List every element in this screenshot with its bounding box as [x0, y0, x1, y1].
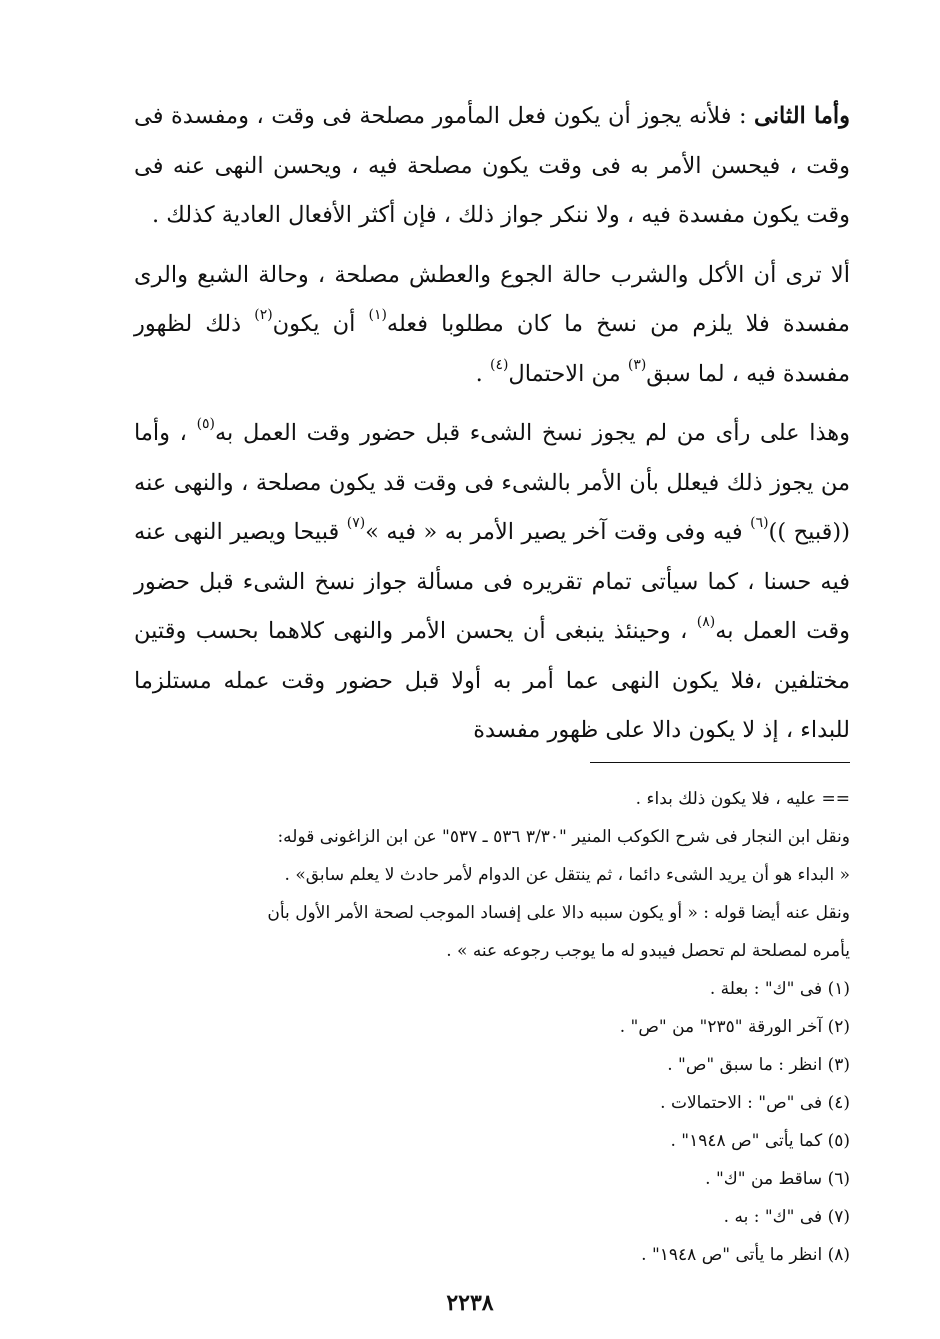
paragraph-2-text-d: من الاحتمال — [508, 360, 628, 387]
footnote-line: ونقل ابن النجار فى شرح الكوكب المنير "٣/٣٠ ٥٣٦ ـ ٥٣٧" عن ابن الزاغونى قوله: — [277, 827, 850, 847]
paragraph-2-text-e: . — [475, 360, 490, 387]
paragraph-2-text-a: ألا ترى أن الأكل والشرب حالة الجوع والعطش مصلحة ، وحالة الشبع والرى مفسدة فلا يلزم من نسخ ما كان مطلوبا فعله — [134, 261, 850, 337]
footnote-item-5: (٥) كما يأتى "ص ١٩٤٨" . — [670, 1131, 850, 1151]
section-lead: وأما الثانى — [754, 103, 850, 129]
paragraph-3 — [134, 409, 850, 756]
footnote-item-7: (٧) فى "ك" : به . — [723, 1207, 850, 1227]
page-number: ٢٢٣٨ — [446, 1290, 494, 1316]
footnote-ref-1: (١) — [368, 307, 387, 324]
footnote-item-2: (٢) آخر الورقة "٢٣٥" من "ص" . — [619, 1017, 850, 1037]
main-text — [134, 92, 850, 766]
footnote-ref-5: (٥) — [196, 416, 215, 433]
footnote-ref-2: (٢) — [254, 307, 273, 324]
footnote-ref-7: (٧) — [346, 515, 366, 532]
paragraph-3-text-a: وهذا على رأى من لم يجوز نسخ الشىء قبل حضور وقت العمل به — [214, 420, 851, 446]
footnote-item-3: (٣) انظر : ما سبق "ص" . — [667, 1055, 850, 1075]
footnote-ref-6: (٦) — [750, 515, 769, 532]
paragraph-2 — [134, 251, 850, 400]
paragraph-3-text-b: ، وأما من يجوز ذلك فيعلل بأن الأمر بالشىء فى وقت قد يكون مصلحة ، والنهى عنه ((قبيح )) — [134, 420, 850, 545]
paragraph-3-text-d: قبيحا ويصير النهى عنه فيه حسنا ، كما سيأتى تمام تقريره فى مسألة جواز نسخ الشىء قبل حضور وقت العمل به — [134, 519, 850, 644]
footnote-item-8: (٨) انظر ما يأتى "ص ١٩٤٨" . — [641, 1245, 850, 1265]
paragraph-3-text-c: فيه وفى وقت آخر يصير الأمر به « فيه » — [365, 519, 751, 545]
footnote-item-6: (٦) ساقط من "ك" . — [705, 1169, 850, 1189]
footnote-item-4: (٤) فى "ص" : الاحتمالات . — [660, 1093, 850, 1113]
paragraph-1-text: : فلأنه يجوز أن يكون فعل المأمور مصلحة فى وقت ، ومفسدة فى وقت ، فيحسن الأمر به فى وقت يكون مصلحة فيه ، ويحسن النهى عنه فى وقت يكون مفسدة فيه ، ولا ننكر جواز ذلك ، فإن أكثر الأفعال العادية كذلك . — [134, 103, 850, 228]
paragraph-1 — [134, 92, 850, 241]
footnote-ref-4: (٤) — [489, 356, 509, 373]
footnote-ref-8: (٨) — [696, 614, 716, 631]
footnotes — [134, 780, 850, 1274]
footnote-line: ونقل عنه أيضا قوله : « أو يكون سببه دالا على إفساد الموجب لصحة الأمر الأول بأن — [267, 903, 850, 923]
footnote-line: == عليه ، فلا يكون ذلك بداء . — [635, 789, 850, 809]
footnote-ref-3: (٣) — [627, 356, 647, 373]
paragraph-2-text-b: أن يكون — [272, 311, 369, 337]
footnote-item-1: (١) فى "ك" : بعلة . — [709, 979, 850, 999]
paragraph-3-text-e: ، وحينئذ ينبغى أن يحسن الأمر والنهى كلاهما بحسب وقتين مختلفين ،فلا يكون النهى عما أمر به أولا قبل حضور وقت عمله مستلزما للبداء ، إذ لا يكون دالا على ظهور مفسدة — [134, 618, 850, 743]
footnote-line: يأمره لمصلحة لم تحصل فيبدو له ما يوجب رجوعه عنه » . — [446, 941, 850, 961]
paragraph-2-text-c: ذلك لظهور مفسدة فيه ، لما سبق — [134, 311, 850, 387]
footnote-divider — [590, 762, 850, 763]
footnote-line: « البداء هو أن يريد الشىء دائما ، ثم ينتقل عن الدوام لأمر حادث لا يعلم سابق» . — [284, 865, 850, 885]
